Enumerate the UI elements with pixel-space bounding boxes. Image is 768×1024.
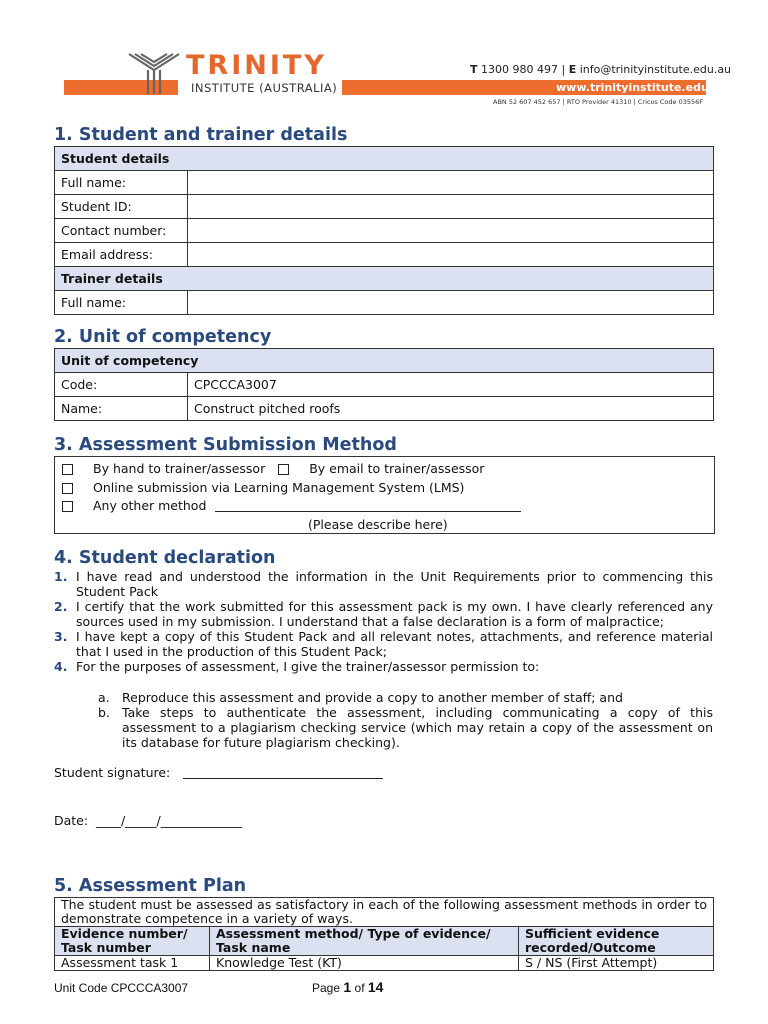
email-checkbox[interactable] (278, 464, 289, 475)
hand-checkbox[interactable] (62, 464, 73, 475)
table-row (55, 195, 714, 219)
abn-line: ABN 52 607 452 657 | RTO Provider 41310 | Cricos Code 03556F (493, 98, 704, 106)
col-header-task: Evidence number/ Task number (55, 927, 210, 956)
option-row-lms (62, 480, 464, 495)
field-label: Full name: (55, 291, 188, 315)
other-method-input[interactable] (215, 511, 521, 512)
signature-label: Student signature: (54, 765, 171, 780)
table-row (55, 171, 714, 195)
col-header-method: Assessment method/ Type of evidence/ Task name (210, 927, 519, 956)
list-item: b. Take steps to authenticate the assessment, including communicating a copy of this assessment to a plagiarism checking service (which may retain a copy of the assessment on its database for future plagiarism checking). (98, 705, 713, 750)
website-link[interactable]: www.trinityinstitute.edu.au (556, 81, 729, 94)
option-row-other (62, 498, 206, 513)
section5-heading: 5. Assessment Plan (54, 876, 247, 896)
section2-heading: 2. Unit of competency (54, 327, 272, 347)
brand-subtitle: INSTITUTE (AUSTRALIA) (191, 81, 338, 95)
signature-input[interactable] (183, 778, 383, 779)
field-label: Email address: (55, 243, 188, 267)
other-checkbox[interactable] (62, 501, 73, 512)
date-input[interactable]: ____/_____/_____________ (96, 813, 242, 828)
contact-separator: | (561, 63, 566, 76)
task-cell: Assessment task 1 (55, 956, 210, 971)
table-row (55, 291, 714, 315)
permission-sublist (98, 690, 713, 750)
footer-page-number: Page 1 of 14 (312, 979, 384, 995)
list-item: 1. I have read and understood the information in the Unit Requirements prior to commencing this Student Pack (54, 569, 713, 599)
email-label: E (568, 63, 577, 76)
col-header-outcome: Sufficient evidence recorded/Outcome (519, 927, 714, 956)
field-label: Full name: (55, 171, 188, 195)
table-row (55, 243, 714, 267)
assessment-plan-table (54, 897, 714, 971)
phone-number: 1300 980 497 (481, 63, 558, 76)
phone-label: T (470, 63, 478, 76)
field-label: Code: (55, 373, 188, 397)
unit-name-value: Construct pitched roofs (188, 397, 714, 421)
list-item: 3. I have kept a copy of this Student Pack and all relevant notes, attachments, and reference material that I used in the production of this Student Pack; (54, 629, 713, 659)
contact-line (470, 63, 731, 76)
email-address-field[interactable] (188, 243, 714, 267)
option-row-hand-email (62, 461, 484, 476)
full-name-field[interactable] (188, 171, 714, 195)
student-id-field[interactable] (188, 195, 714, 219)
unit-code-value: CPCCCA3007 (188, 373, 714, 397)
field-label: Contact number: (55, 219, 188, 243)
outcome-cell: S / NS (First Attempt) (519, 956, 714, 971)
contact-number-field[interactable] (188, 219, 714, 243)
email-address: info@trinityinstitute.edu.au (579, 63, 732, 76)
section3-heading: 3. Assessment Submission Method (54, 435, 397, 455)
unit-table (54, 348, 714, 421)
trinity-logo-icon (126, 50, 182, 96)
trainer-details-header: Trainer details (55, 267, 714, 291)
declaration-list (54, 569, 713, 674)
plan-intro: The student must be assessed as satisfactory in each of the following assessment methods in order to demonstrate competence in a variety of ways. (55, 898, 714, 927)
date-label: Date: (54, 813, 89, 828)
lms-checkbox[interactable] (62, 483, 73, 494)
unit-header: Unit of competency (55, 349, 714, 373)
table-row (55, 397, 714, 421)
describe-hint: (Please describe here) (308, 517, 448, 532)
hand-option-label: By hand to trainer/assessor (93, 461, 266, 476)
field-label: Name: (55, 397, 188, 421)
brand-name: TRINITY (186, 50, 327, 81)
section4-heading: 4. Student declaration (54, 548, 276, 568)
table-row (55, 956, 714, 971)
student-details-header: Student details (55, 147, 714, 171)
method-cell: Knowledge Test (KT) (210, 956, 519, 971)
other-option-label: Any other method (93, 498, 207, 513)
email-option-label: By email to trainer/assessor (309, 461, 485, 476)
list-item: a. Reproduce this assessment and provide a copy to another member of staff; and (98, 690, 623, 705)
footer-unit-code: Unit Code CPCCCA3007 (54, 981, 189, 995)
list-item: 2. I certify that the work submitted for this assessment pack is my own. I have clearly referenced any sources used in my submission. I understand that a false declaration is a form of malpractice; (54, 599, 713, 629)
field-label: Student ID: (55, 195, 188, 219)
list-item: 4. For the purposes of assessment, I give the trainer/assessor permission to: (54, 659, 540, 674)
trainer-name-field[interactable] (188, 291, 714, 315)
table-row (55, 373, 714, 397)
section1-heading: 1. Student and trainer details (54, 125, 348, 145)
lms-option-label: Online submission via Learning Management System (LMS) (93, 480, 465, 495)
table-row (55, 219, 714, 243)
student-trainer-table (54, 146, 714, 315)
